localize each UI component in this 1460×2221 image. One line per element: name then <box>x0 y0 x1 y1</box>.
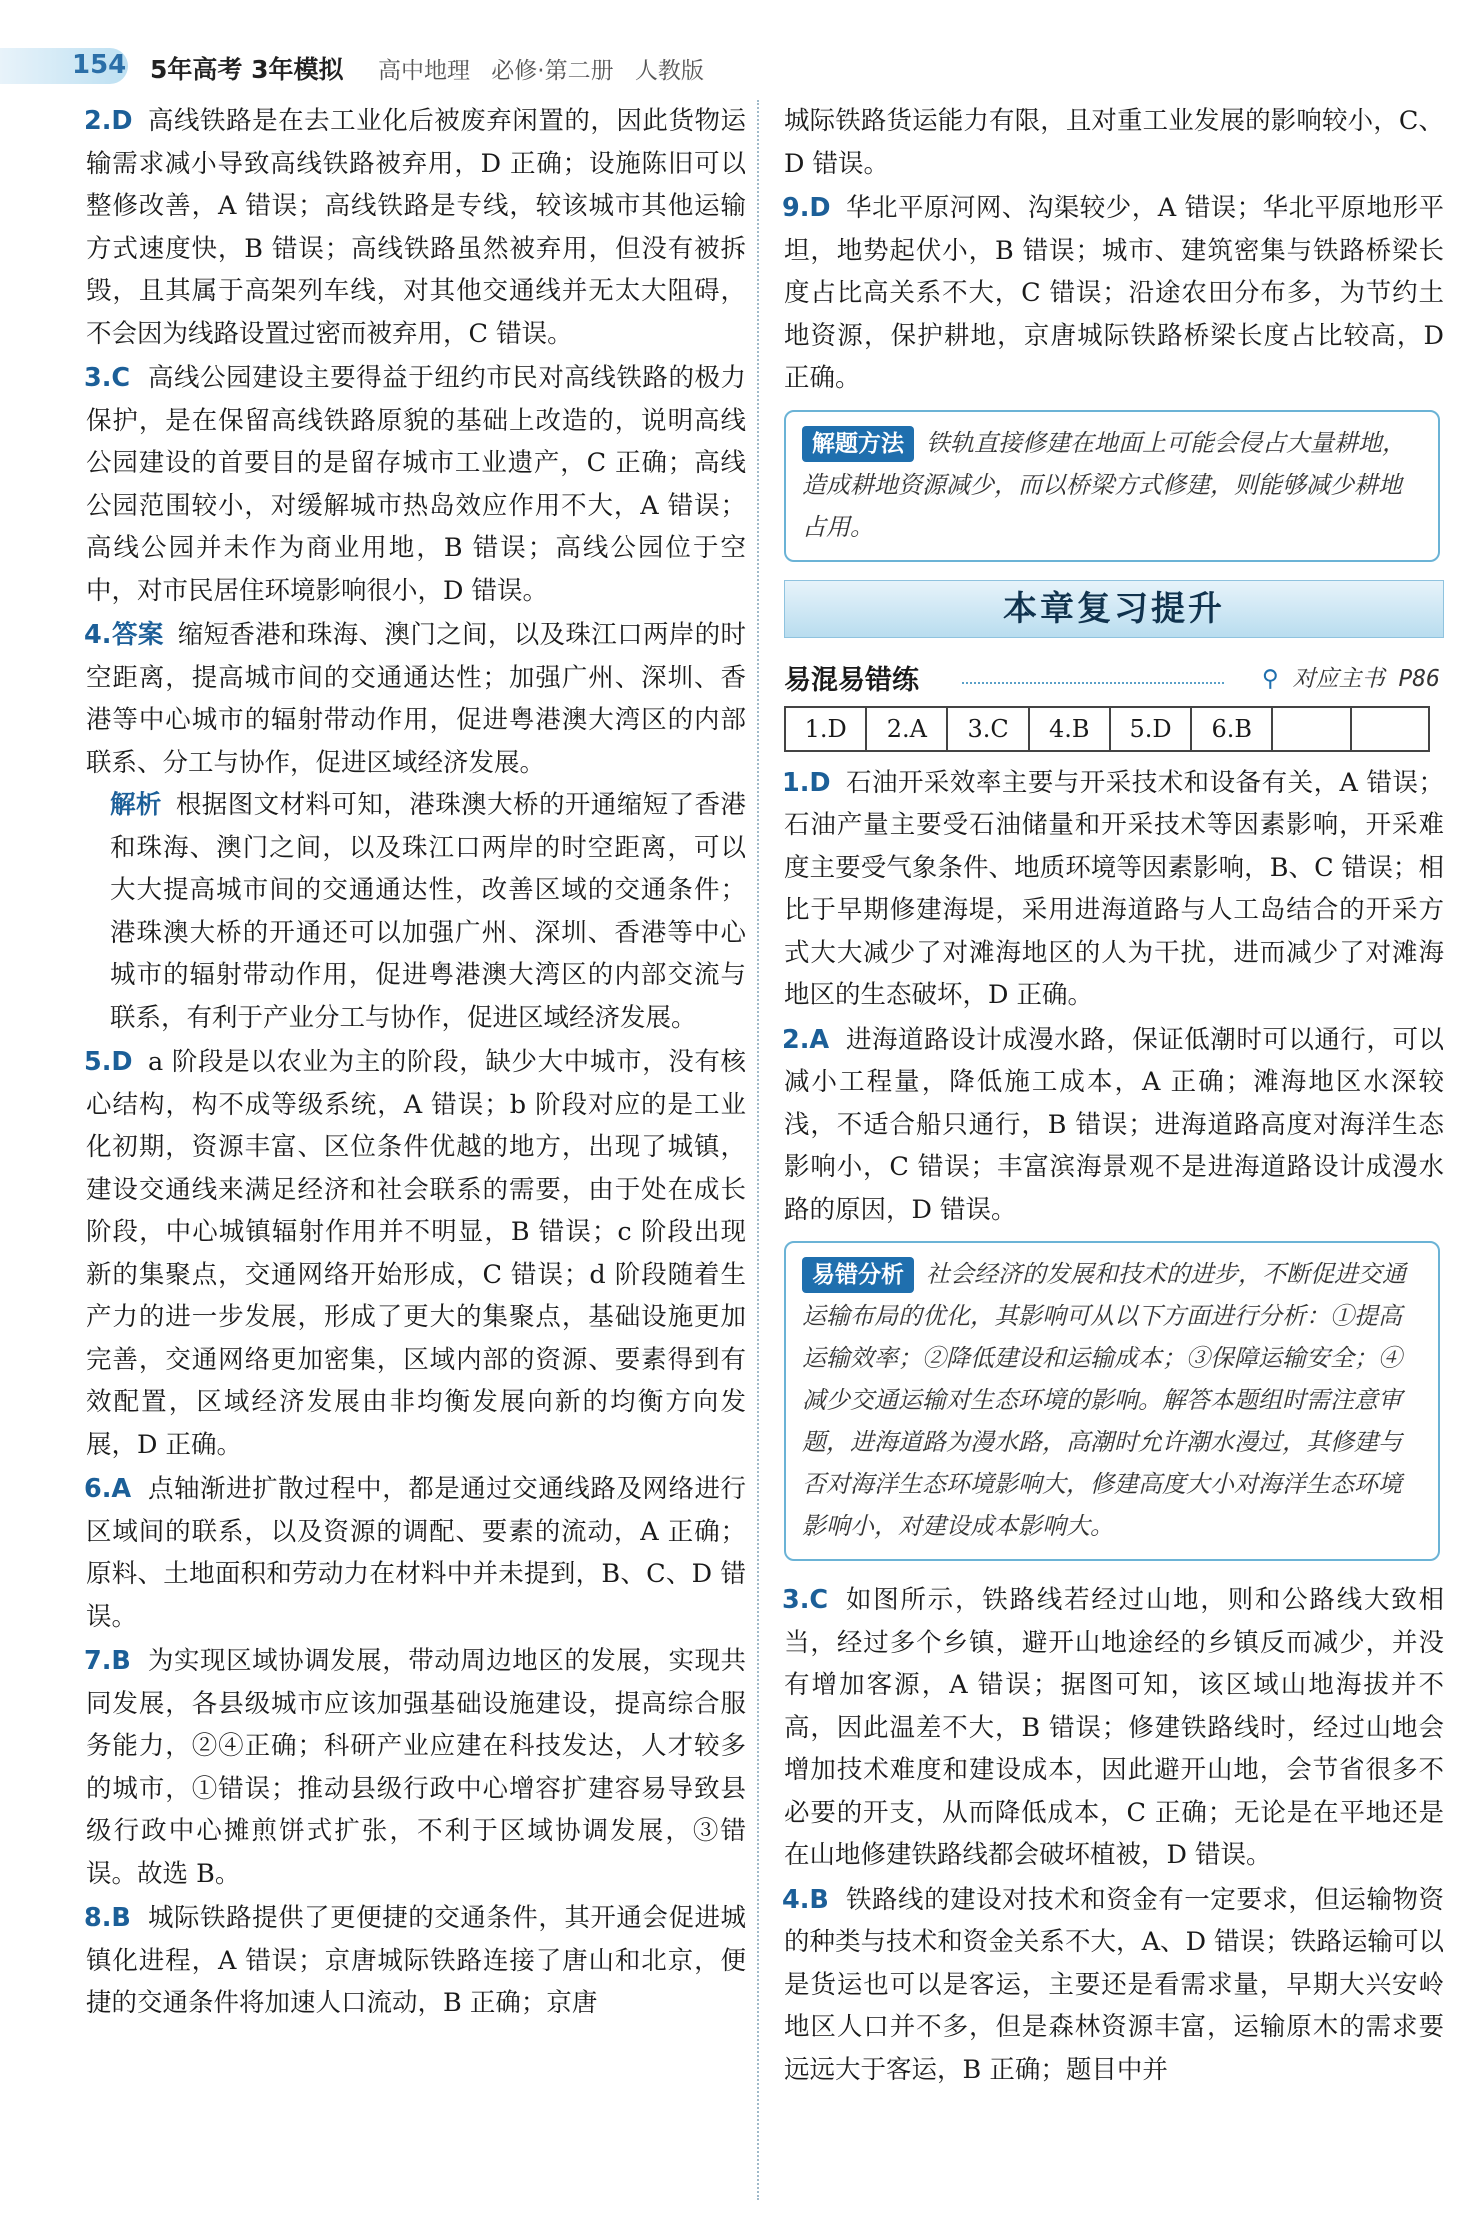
answer-item <box>86 1640 746 1895</box>
right-column <box>784 100 1444 2093</box>
answer-item <box>784 187 1444 400</box>
item-text: 高线公园建设主要得益于纽约市民对高线铁路的极力保护，是在保留高线铁路原貌的基础上改造的，说明高线公园建设的首要目的是留存城市工业遗产，C 正确；高线公园范围较小，对缓解城市热岛效应作用不大，A 错误；高线公园并未作为商业用地，B 错误；高线公园位于空中，对市民居住环境影响很小，D 错误。 <box>86 363 746 606</box>
reference-text: 对应主书 P86 <box>1292 665 1440 692</box>
item-text: a 阶段是以农业为主的阶段，缺少大中城市，没有核心结构，构不成等级系统，A 错误；b 阶段对应的是工业化初期，资源丰富、区位条件优越的地方，出现了城镇，建设交通线来满足经济和社会联系的需要，由于处在成长阶段，中心城镇辐射作用并不明显，B 错误；c 阶段出现新的集聚点，交通网络开始形成，C 错误；d 阶段随着生产力的进一步发展，形成了更大的集聚点，基础设施更加完善，交通网络更加密集，区域内部的资源、要素得到有效配置，区域经济发展由非均衡发展向新的均衡方向发展，D 正确。 <box>86 1047 746 1460</box>
answer-item <box>784 1019 1444 1232</box>
answer-cell: 5.D <box>1110 707 1191 751</box>
review-subhead <box>784 656 1444 700</box>
item-number: 2.D <box>84 106 133 136</box>
error-text: 社会经济的发展和技术的进步，不断促进交通运输布局的优化，其影响可从以下方面进行分析：①提高运输效率；②降低建设和运输成本；③保障运输安全；④减少交通运输对生态环境的影响。解答本题组时需注意审题，进海道路为漫水路，高潮时允许潮水漫过，其修建与否对海洋生态环境影响大，修建高度大小对海洋生态环境影响小，对建设成本影响大。 <box>802 1260 1406 1540</box>
answer-item <box>784 762 1444 1017</box>
magnifier-icon: ⚲ <box>1261 665 1279 692</box>
answer-item <box>784 1579 1444 1877</box>
dotted-rule <box>962 682 1224 684</box>
item-number: 4. <box>84 620 112 650</box>
answer-cell <box>1351 707 1429 751</box>
column-divider <box>757 100 759 2200</box>
answer-item <box>86 1041 746 1466</box>
item-text: 如图所示，铁路线若经过山地，则和公路线大致相当，经过多个乡镇，避开山地途经的乡镇反而减少，并没有增加客源，A 错误；据图可知，该区域山地海拔并不高，因此温差不大，B 错误；修建铁路线时，经过山地会增加技术难度和建设成本，因此避开山地，会节省很多不必要的开支，从而降低成本，C 正确；无论是在平地还是在山地修建铁路线都会破坏植被，D 错误。 <box>784 1585 1444 1870</box>
answer-item-continued <box>784 100 1444 185</box>
item-text: 铁路线的建设对技术和资金有一定要求，但运输物资的种类与技术和资金关系不大，A、D 错误；铁路运输可以是货运也可以是客运，主要还是看需求量，早期大兴安岭地区人口并不多，但是森林资源丰富，运输原木的需求要远远大于客运，B 正确；题目中并 <box>784 1884 1444 2085</box>
error-tag: 易错分析 <box>802 1257 914 1293</box>
answer-item <box>86 1897 746 2025</box>
answer-cell: 6.B <box>1191 707 1272 751</box>
item-number: 5.D <box>84 1047 133 1077</box>
answer-cell: 4.B <box>1029 707 1110 751</box>
method-tag: 解题方法 <box>802 426 914 462</box>
page-number: 154 <box>72 50 127 80</box>
answer-cell: 3.C <box>947 707 1028 751</box>
page-header <box>0 0 1460 84</box>
answer-item <box>86 1468 746 1638</box>
item-text: 城际铁路货运能力有限，且对重工业发展的影响较小，C、D 错误。 <box>784 106 1444 179</box>
solution-method-box <box>784 410 1440 562</box>
item-number: 8.B <box>84 1903 131 1933</box>
item-number: 3.C <box>782 1585 829 1615</box>
answer-item <box>86 100 746 355</box>
analysis-label: 解析 <box>110 790 162 820</box>
answer-key-table <box>784 706 1430 752</box>
item-text: 缩短香港和珠海、澳门之间，以及珠江口两岸的时空距离，提高城市间的交通通达性；加强广州、深圳、香港等中心城市的辐射带动作用，促进粤港澳大湾区的内部联系、分工与协作，促进区域经济发展。 <box>86 620 746 778</box>
answer-cell: 2.A <box>866 707 947 751</box>
review-title: 易混易错练 <box>784 664 919 696</box>
answer-label: 答案 <box>112 620 164 650</box>
item-text: 华北平原河网、沟渠较少，A 错误；华北平原地形平坦，地势起伏小，B 错误；城市、建筑密集与铁路桥梁长度占比高关系不大，C 错误；沿途农田分布多，为节约土地资源，保护耕地，京唐城际铁路桥梁长度占比较高，D 正确。 <box>784 193 1444 393</box>
item-text: 进海道路设计成漫水路，保证低潮时可以通行，可以减小工程量，降低施工成本，A 正确；滩海地区水深较浅，不适合船只通行，B 错误；进海道路高度对海洋生态影响小，C 错误；丰富滨海景观不是进海道路设计成漫水路的原因，D 错误。 <box>784 1024 1444 1225</box>
item-number: 1.D <box>782 767 831 798</box>
analysis-text: 根据图文材料可知，港珠澳大桥的开通缩短了香港和珠海、澳门之间，以及珠江口两岸的时空距离，可以大大提高城市间的交通通达性，改善区域的交通条件；港珠澳大桥的开通还可以加强广州、深圳、香港等中心城市的辐射带动作用，促进粤港澳大湾区的内部交流与联系，有利于产业分工与协作，促进区域经济发展。 <box>110 790 746 1033</box>
answer-item <box>784 1879 1444 2092</box>
method-text: 铁轨直接修建在地面上可能会侵占大量耕地，造成耕地资源减少，而以桥梁方式修建，则能够减少耕地占用。 <box>802 428 1406 541</box>
item-number: 9.D <box>782 193 831 223</box>
answer-item <box>86 357 746 612</box>
item-text: 点轴渐进扩散过程中，都是通过交通线路及网络进行区域间的联系，以及资源的调配、要素的流动，A 正确；原料、土地面积和劳动力在材料中并未提到，B、C、D 错误。 <box>86 1474 746 1632</box>
book-subtitle: 高中地理 必修·第二册 人教版 <box>378 58 704 84</box>
reference-link <box>1262 660 1440 693</box>
item-text: 石油开采效率主要与开采技术和设备有关，A 错误；石油产量主要受石油储量和开采技术等因素影响，开采难度主要受气象条件、地质环境等因素影响，B、C 错误；相比于早期修建海堤，采用进海道路与人工岛结合的开采方式大大减少了对滩海地区的人为干扰，进而减少了对滩海地区的生态破坏，D 正确。 <box>784 767 1444 1010</box>
item-number: 3.C <box>84 363 131 393</box>
chapter-review-banner: 本章复习提升 <box>784 580 1444 638</box>
error-analysis-box <box>784 1241 1440 1561</box>
item-number: 6.A <box>84 1474 132 1504</box>
left-column <box>86 100 746 2027</box>
item-number: 2.A <box>782 1024 830 1055</box>
item-text: 为实现区域协调发展，带动周边地区的发展，实现共同发展，各县级城市应该加强基础设施建设，提高综合服务能力，②④正确；科研产业应建在科技发达，人才较多的城市，①错误；推动县级行政中心增容扩建容易导致县级行政中心摊煎饼式扩张，不利于区域协调发展，③错误。故选 B。 <box>86 1646 746 1889</box>
item-text: 城际铁路提供了更便捷的交通条件，其开通会促进城镇化进程，A 错误；京唐城际铁路连接了唐山和北京，便捷的交通条件将加速人口流动，B 正确；京唐 <box>86 1903 746 2018</box>
answer-cell <box>1272 707 1350 751</box>
book-title: 5年高考 3年模拟 <box>150 55 344 84</box>
item-text: 高线铁路是在去工业化后被废弃闲置的，因此货物运输需求减小导致高线铁路被弃用，D 正确；设施陈旧可以整修改善，A 错误；高线铁路是专线，较该城市其他运输方式速度快，B 错误；高线铁路虽然被弃用，但没有被拆毁，且其属于高架列车线，对其他交通线并无太大阻碍，不会因为线路设置过密而被弃用，C 错误。 <box>86 106 746 349</box>
answer-item <box>86 614 746 1039</box>
item-number: 4.B <box>782 1884 829 1915</box>
answer-cell: 1.D <box>785 707 866 751</box>
item-number: 7.B <box>84 1646 131 1676</box>
